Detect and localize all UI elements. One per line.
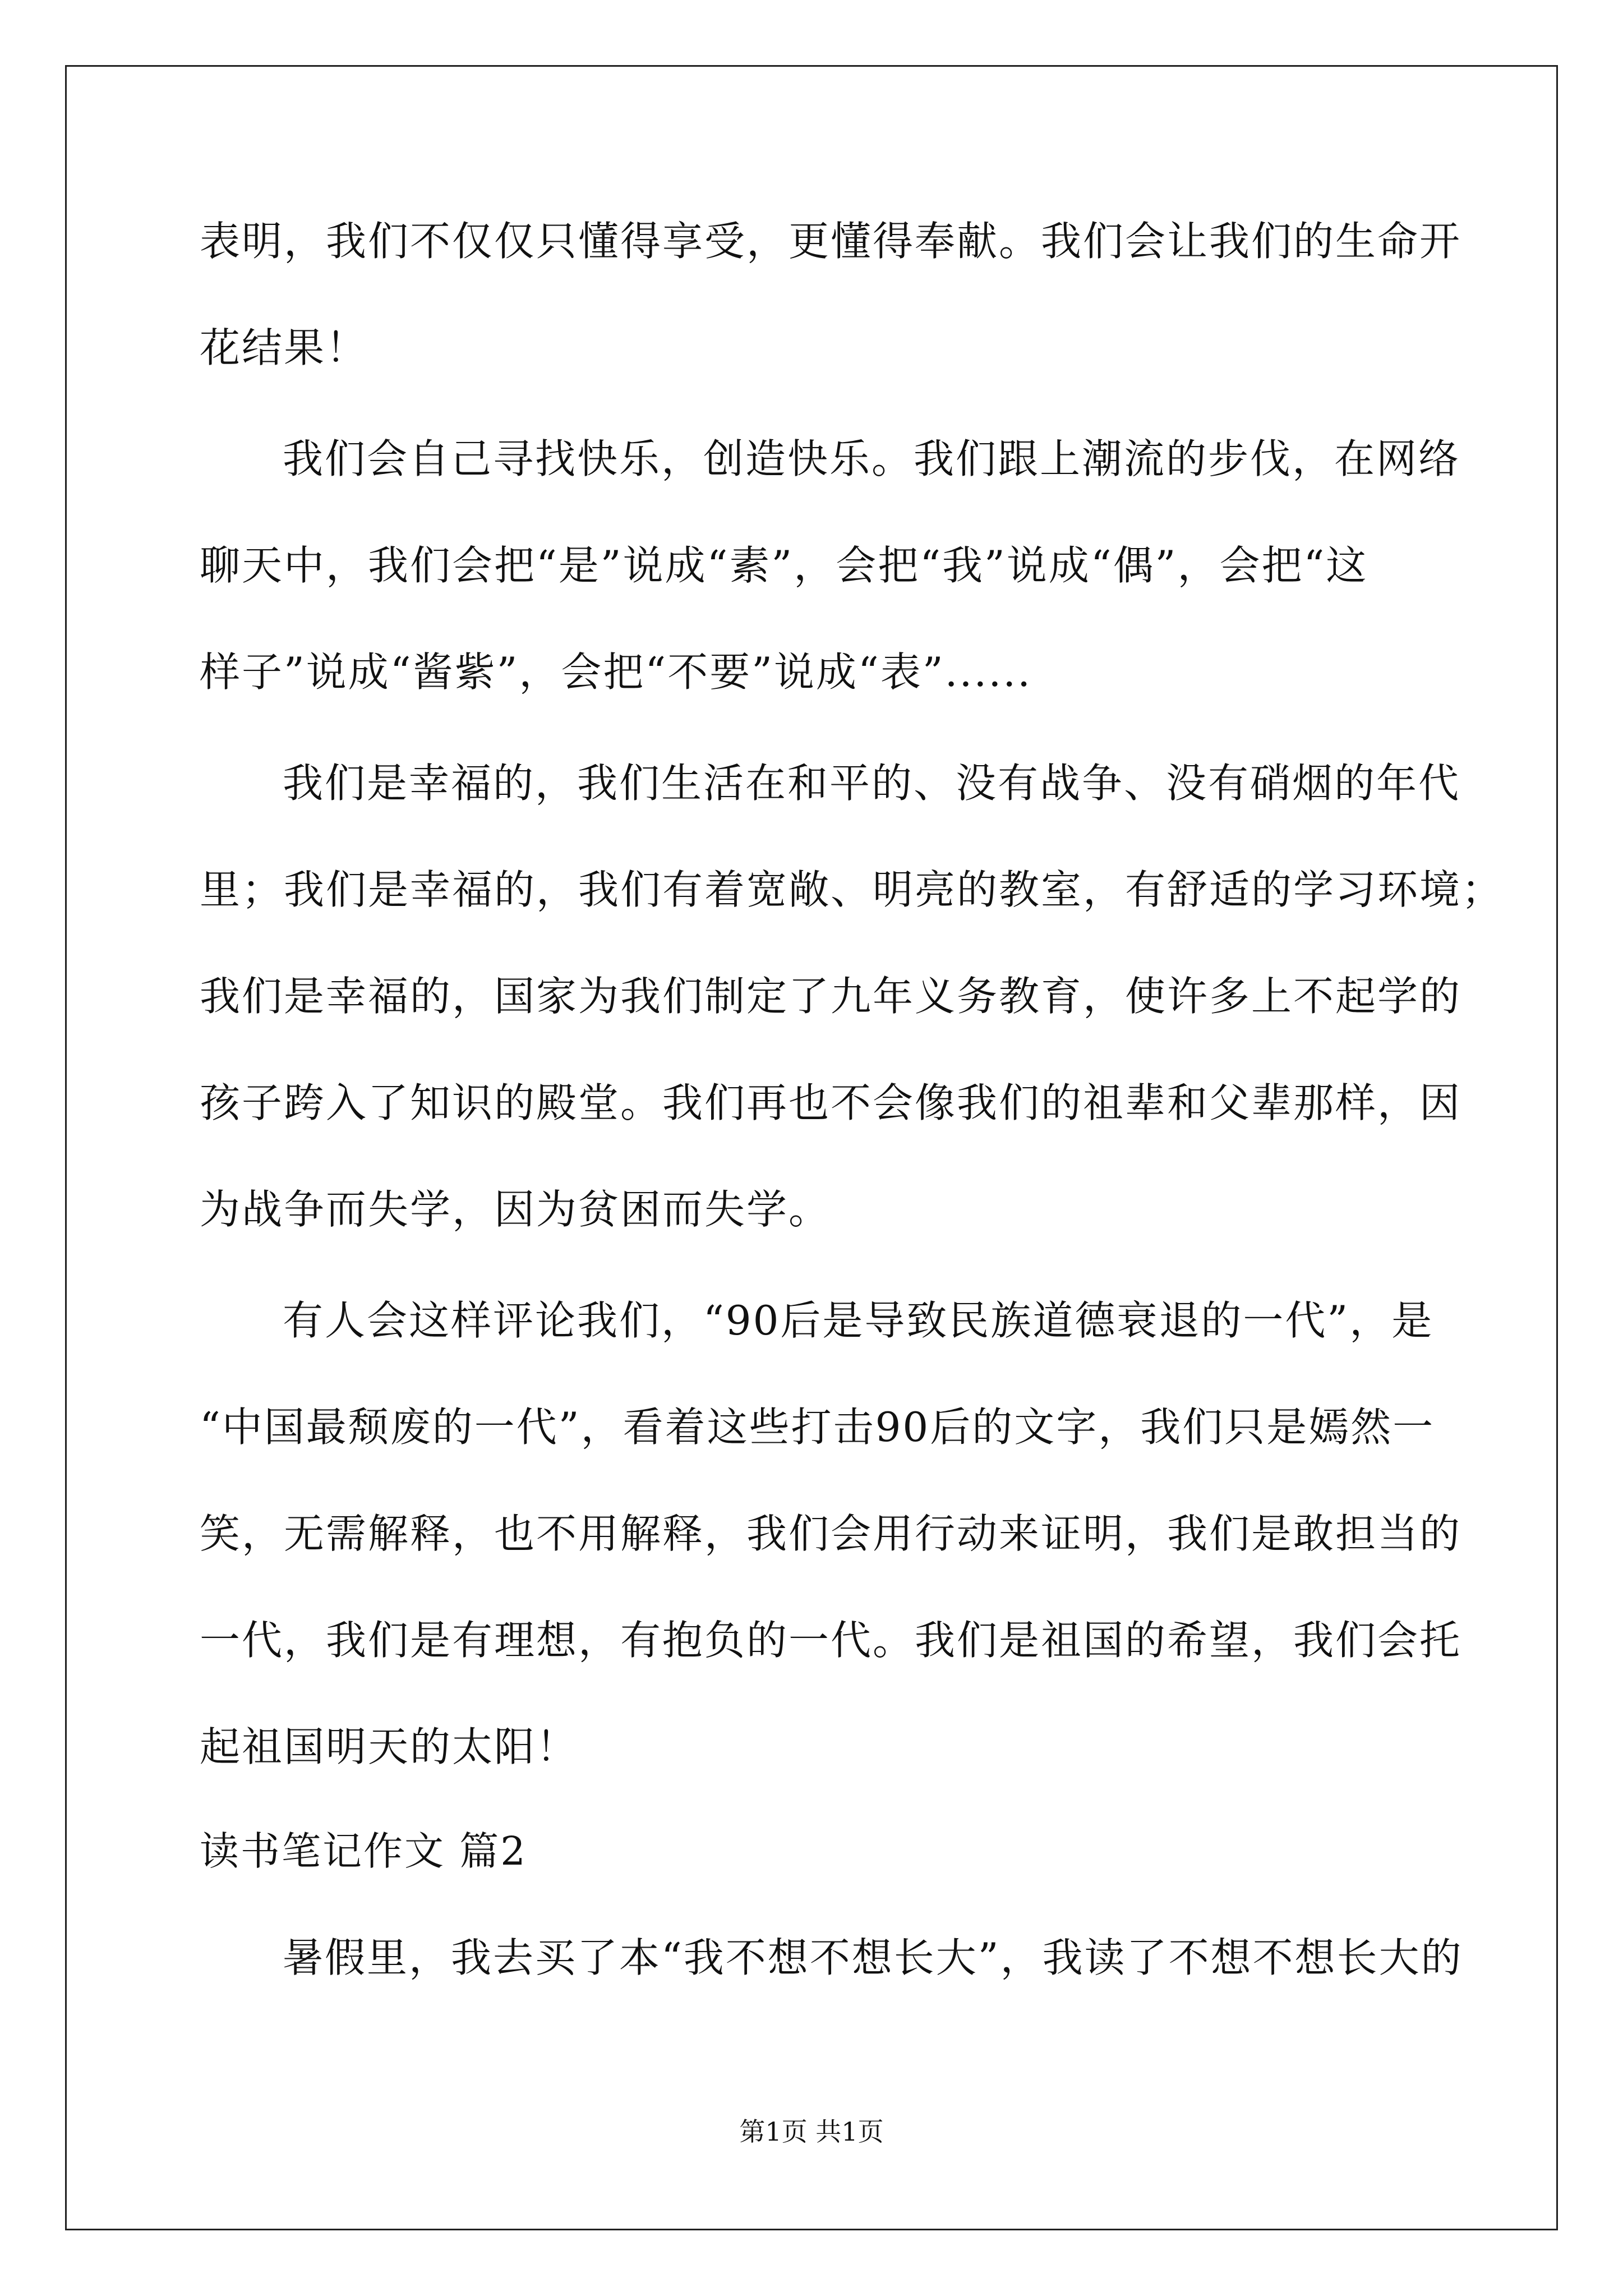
paragraph-start-line: 我们会自己寻找快乐，创造快乐。我们跟上潮流的步伐，在网络 (283, 435, 1461, 482)
text-line: 花结果！ (200, 324, 368, 371)
text-line: 一代，我们是有理想，有抱负的一代。我们是祖国的希望，我们会托 (200, 1617, 1462, 1664)
text-line: 我们是幸福的，国家为我们制定了九年义务教育，使许多上不起学的 (200, 973, 1462, 1020)
text-line: 为战争而失学，因为贫困而失学。 (200, 1186, 831, 1233)
paragraph-start-line: 有人会这样评论我们，“90后是导致民族道德衰退的一代”，是 (283, 1297, 1434, 1344)
text-line: 聊天中，我们会把“是”说成“素”，会把“我”说成“偶”，会把“这 (200, 542, 1368, 589)
section-heading: 读书笔记作文 篇2 (200, 1828, 527, 1874)
paragraph-start-line: 我们是幸福的，我们生活在和平的、没有战争、没有硝烟的年代 (283, 760, 1461, 807)
text-line: 样子”说成“酱紫”，会把“不要”说成“表”...... (200, 648, 1032, 696)
text-line: 孩子跨入了知识的殿堂。我们再也不会像我们的祖辈和父辈那样，因 (200, 1079, 1462, 1126)
text-line: 起祖国明天的太阳！ (200, 1723, 579, 1770)
page-footer: 第1页 共1页 (739, 2116, 884, 2147)
page-frame (65, 65, 1558, 2230)
paragraph-start-line: 暑假里，我去买了本“我不想不想长大”，我读了不想不想长大的 (283, 1934, 1463, 1981)
text-line: 表明，我们不仅仅只懂得享受，更懂得奉献。我们会让我们的生命开 (200, 218, 1462, 265)
text-line: “中国最颓废的一代”，看着这些打击90后的文字，我们只是嫣然一 (200, 1404, 1435, 1451)
text-line: 笑，无需解释，也不用解释，我们会用行动来证明，我们是敢担当的 (200, 1510, 1462, 1557)
text-line: 里；我们是幸福的，我们有着宽敞、明亮的教室，有舒适的学习环境； (200, 866, 1504, 913)
